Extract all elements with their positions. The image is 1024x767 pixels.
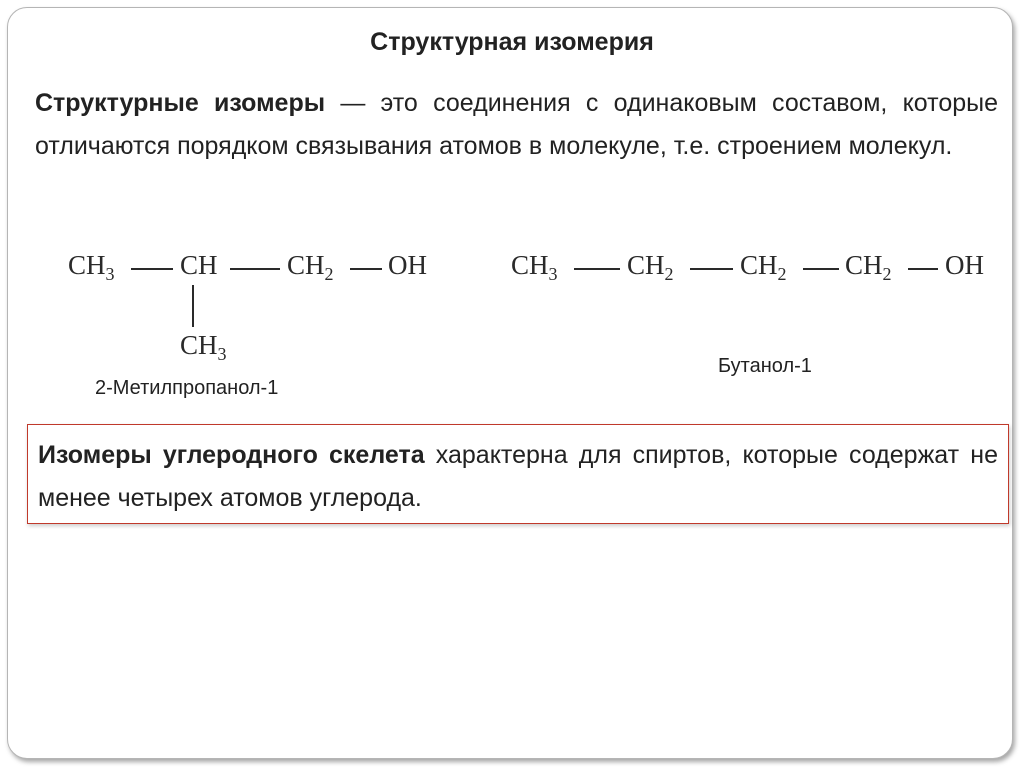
- note-term: Изомеры углеродного скелета: [38, 441, 425, 469]
- atom-group: OH: [945, 250, 984, 280]
- bond: [908, 268, 938, 270]
- bond-vertical: [192, 285, 194, 327]
- note-text: характерна для спиртов, которые содержат не менее четырех атомов углерода.: [38, 441, 998, 512]
- molecule-name-left: 2-Метилпропанол-1: [95, 377, 279, 399]
- atom-group: $CH_2$: [845, 250, 892, 284]
- bond: [350, 268, 382, 270]
- atom-group: $CH_2$: [740, 250, 787, 284]
- bond: [131, 268, 173, 270]
- atom-group: CH: [180, 250, 218, 280]
- molecule-name-right: Бутанол-1: [718, 355, 812, 377]
- bond: [230, 268, 280, 270]
- bond: [803, 268, 839, 270]
- note-box: [27, 424, 1009, 524]
- definition-paragraph: [35, 82, 998, 168]
- atom-group: $CH_3$: [68, 250, 115, 284]
- bond: [574, 268, 620, 270]
- atom-group: OH: [388, 250, 427, 280]
- atom-group: $CH_3$: [511, 250, 558, 284]
- slide-title: Структурная изомерия: [370, 28, 654, 56]
- atom-group-branch: $CH_3$: [180, 330, 227, 364]
- bond: [690, 268, 733, 270]
- definition-term: Структурные изомеры: [35, 89, 326, 117]
- definition-text: — это соединения с одинаковым составом, которые отличаются порядком связывания атомов в молекуле, т.е. строением молекул.: [35, 89, 998, 160]
- atom-group: $CH_2$: [627, 250, 674, 284]
- atom-group: $CH_2$: [287, 250, 334, 284]
